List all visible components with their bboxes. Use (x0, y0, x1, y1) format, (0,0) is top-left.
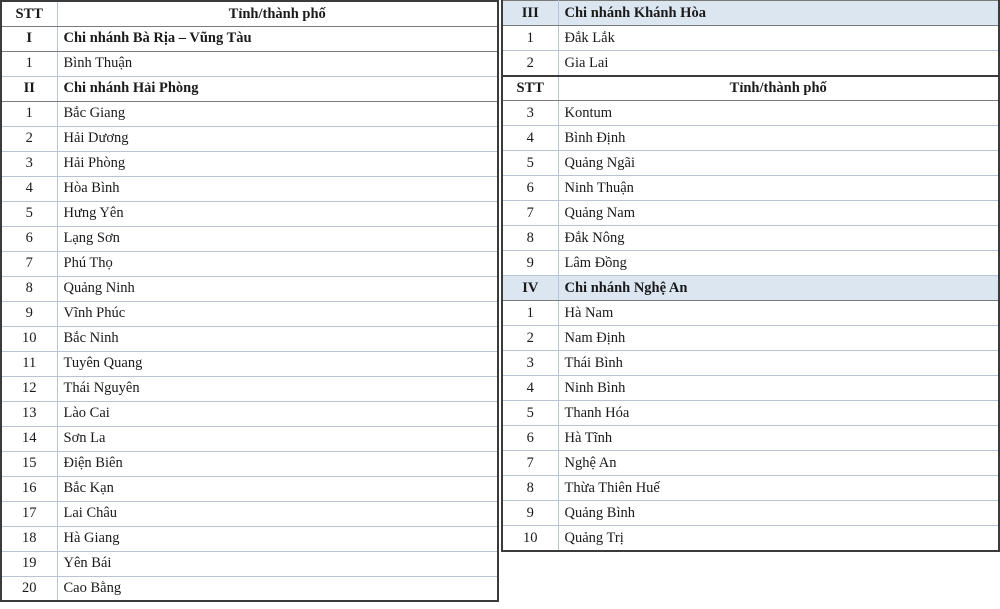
branch-province-table-left (0, 0, 499, 602)
table-row (502, 176, 999, 201)
table-row (502, 351, 999, 376)
right-table-body (502, 1, 999, 551)
table-row (1, 326, 498, 351)
table-row (1, 276, 498, 301)
table-row (1, 576, 498, 601)
table-row (502, 526, 999, 551)
province-name: Phú Thọ (57, 251, 498, 276)
row-index: 8 (502, 476, 558, 501)
province-name: Lai Châu (57, 501, 498, 526)
branch-name: Chi nhánh Bà Rịa – Vũng Tàu (57, 26, 498, 51)
table-header-row (1, 1, 498, 26)
table-row (502, 126, 999, 151)
row-index: 5 (502, 401, 558, 426)
province-name: Tuyên Quang (57, 351, 498, 376)
table-row (502, 376, 999, 401)
province-name: Thừa Thiên Huế (558, 476, 999, 501)
province-name: Hòa Bình (57, 176, 498, 201)
row-index: 1 (1, 51, 57, 76)
right-table-column (500, 0, 1000, 609)
row-index: 1 (502, 26, 558, 51)
row-index: 5 (1, 201, 57, 226)
table-header-row (502, 76, 999, 101)
branch-name: Chi nhánh Hải Phòng (57, 76, 498, 101)
row-index: 8 (1, 276, 57, 301)
row-index: 20 (1, 576, 57, 601)
province-name: Quảng Ngãi (558, 151, 999, 176)
table-row (502, 501, 999, 526)
row-index: 15 (1, 451, 57, 476)
branch-index: I (1, 26, 57, 51)
table-row (1, 501, 498, 526)
province-name: Bình Định (558, 126, 999, 151)
row-index: 2 (502, 51, 558, 76)
table-row (1, 176, 498, 201)
province-name: Nam Định (558, 326, 999, 351)
province-name: Hải Phòng (57, 151, 498, 176)
table-row (502, 401, 999, 426)
province-name: Hà Giang (57, 526, 498, 551)
row-index: 9 (502, 251, 558, 276)
province-name: Ninh Thuận (558, 176, 999, 201)
row-index: 17 (1, 501, 57, 526)
province-name: Hưng Yên (57, 201, 498, 226)
province-name: Thanh Hóa (558, 401, 999, 426)
row-index: 9 (502, 501, 558, 526)
column-header-stt: STT (1, 1, 57, 26)
province-name: Quảng Bình (558, 501, 999, 526)
table-row (502, 451, 999, 476)
province-name: Đắk Lắk (558, 26, 999, 51)
province-name: Gia Lai (558, 51, 999, 76)
row-index: 10 (1, 326, 57, 351)
column-header-province: Tỉnh/thành phố (57, 1, 498, 26)
province-name: Thái Bình (558, 351, 999, 376)
province-name: Yên Bái (57, 551, 498, 576)
table-row (1, 51, 498, 76)
province-name: Hà Nam (558, 301, 999, 326)
branch-row (502, 276, 999, 301)
table-row (1, 251, 498, 276)
branch-province-table-right (501, 0, 1000, 552)
table-row (502, 201, 999, 226)
table-row (502, 251, 999, 276)
branch-name: Chi nhánh Nghệ An (558, 276, 999, 301)
province-name: Vĩnh Phúc (57, 301, 498, 326)
province-name: Lạng Sơn (57, 226, 498, 251)
column-header-province: Tỉnh/thành phố (558, 76, 999, 101)
province-name: Bình Thuận (57, 51, 498, 76)
column-header-stt: STT (502, 76, 558, 101)
row-index: 8 (502, 226, 558, 251)
table-row (502, 476, 999, 501)
table-row (502, 101, 999, 126)
row-index: 4 (1, 176, 57, 201)
table-row (502, 51, 999, 76)
row-index: 3 (1, 151, 57, 176)
branch-row (1, 76, 498, 101)
province-name: Bắc Giang (57, 101, 498, 126)
table-row (502, 326, 999, 351)
branch-name: Chi nhánh Khánh Hòa (558, 1, 999, 26)
row-index: 12 (1, 376, 57, 401)
province-name: Quảng Ninh (57, 276, 498, 301)
province-name: Bắc Ninh (57, 326, 498, 351)
branch-row (1, 26, 498, 51)
row-index: 6 (502, 176, 558, 201)
table-row (1, 101, 498, 126)
table-row (1, 126, 498, 151)
row-index: 10 (502, 526, 558, 551)
table-row (1, 226, 498, 251)
row-index: 4 (502, 126, 558, 151)
row-index: 14 (1, 426, 57, 451)
branch-index: II (1, 76, 57, 101)
province-name: Hải Dương (57, 126, 498, 151)
table-row (1, 201, 498, 226)
row-index: 6 (1, 226, 57, 251)
province-name: Kontum (558, 101, 999, 126)
province-name: Sơn La (57, 426, 498, 451)
table-row (1, 551, 498, 576)
row-index: 13 (1, 401, 57, 426)
row-index: 6 (502, 426, 558, 451)
table-row (1, 351, 498, 376)
row-index: 9 (1, 301, 57, 326)
row-index: 7 (502, 451, 558, 476)
table-row (502, 301, 999, 326)
table-row (1, 301, 498, 326)
row-index: 18 (1, 526, 57, 551)
row-index: 7 (502, 201, 558, 226)
province-name: Điện Biên (57, 451, 498, 476)
table-row (1, 526, 498, 551)
left-table-body (1, 1, 498, 601)
row-index: 1 (1, 101, 57, 126)
table-row (502, 426, 999, 451)
row-index: 3 (502, 101, 558, 126)
row-index: 5 (502, 151, 558, 176)
province-name: Quảng Trị (558, 526, 999, 551)
table-row (1, 476, 498, 501)
province-name: Cao Bằng (57, 576, 498, 601)
table-row (1, 451, 498, 476)
province-name: Bắc Kạn (57, 476, 498, 501)
row-index: 19 (1, 551, 57, 576)
province-name: Hà Tĩnh (558, 426, 999, 451)
table-row (1, 151, 498, 176)
table-row (502, 151, 999, 176)
table-row (502, 26, 999, 51)
province-name: Ninh Bình (558, 376, 999, 401)
branch-index: IV (502, 276, 558, 301)
table-row (1, 426, 498, 451)
row-index: 2 (1, 126, 57, 151)
row-index: 4 (502, 376, 558, 401)
row-index: 1 (502, 301, 558, 326)
row-index: 3 (502, 351, 558, 376)
province-name: Thái Nguyên (57, 376, 498, 401)
row-index: 2 (502, 326, 558, 351)
province-name: Đắk Nông (558, 226, 999, 251)
branch-row (502, 1, 999, 26)
table-row (1, 376, 498, 401)
province-name: Lâm Đồng (558, 251, 999, 276)
row-index: 11 (1, 351, 57, 376)
table-row (1, 401, 498, 426)
branch-index: III (502, 1, 558, 26)
province-name: Lào Cai (57, 401, 498, 426)
row-index: 7 (1, 251, 57, 276)
province-name: Quảng Nam (558, 201, 999, 226)
province-name: Nghệ An (558, 451, 999, 476)
table-row (502, 226, 999, 251)
row-index: 16 (1, 476, 57, 501)
